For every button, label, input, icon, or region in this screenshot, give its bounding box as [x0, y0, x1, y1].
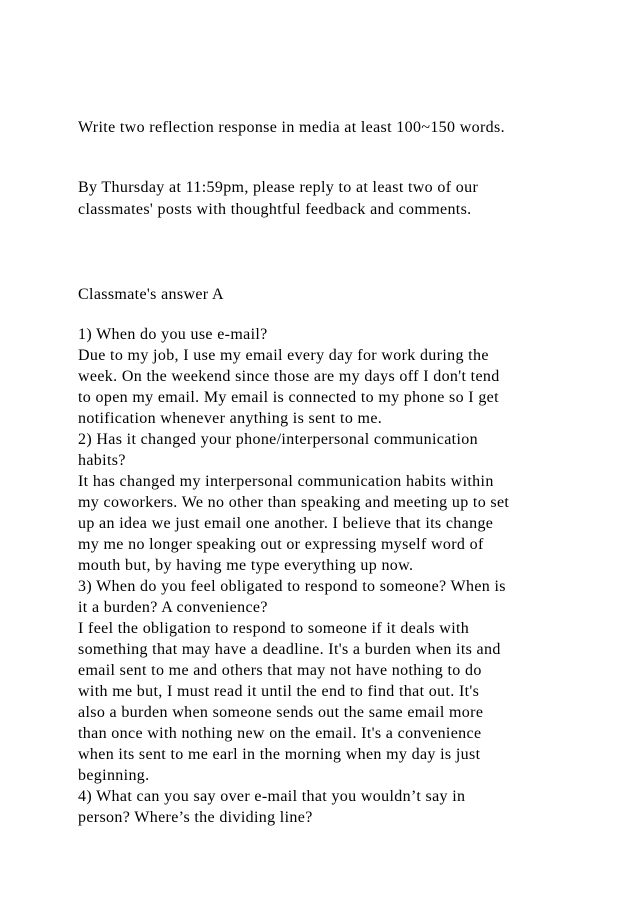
answer-line: beginning.: [78, 767, 150, 784]
section-title: Classmate's answer A: [78, 286, 224, 303]
question-line: it a burden? A convenience?: [78, 599, 268, 616]
answer-line: notification whenever anything is sent to me.: [78, 410, 383, 427]
answer-line: week. On the weekend since those are my days off I don't tend: [78, 368, 500, 385]
answer-line: I feel the obligation to respond to someone if it deals with: [78, 620, 470, 637]
answer-line: to open my email. My email is connected to my phone so I get: [78, 389, 499, 406]
instruction-line: classmates' posts with thoughtful feedback and comments.: [78, 201, 472, 218]
answer-line: my coworkers. We no other than speaking and meeting up to set: [78, 494, 510, 511]
question-line: 2) Has it changed your phone/interpersonal communication: [78, 431, 478, 448]
question-line: 4) What can you say over e-mail that you wouldn’t say in: [78, 788, 466, 805]
question-line: 1) When do you use e-mail?: [78, 326, 268, 343]
answer-line: mouth but, by having me type everything up now.: [78, 557, 414, 574]
instruction-line: By Thursday at 11:59pm, please reply to at least two of our: [78, 179, 479, 196]
answer-line: up an idea we just email one another. I believe that its change: [78, 515, 494, 532]
answer-line: with me but, I must read it until the end to find that out. It's: [78, 683, 480, 700]
answer-line: my me no longer speaking out or expressing myself word of: [78, 536, 484, 553]
answer-line: Due to my job, I use my email every day for work during the: [78, 347, 489, 364]
answer-line: something that may have a deadline. It's a burden when its and: [78, 641, 501, 658]
answer-line: when its sent to me earl in the morning when my day is just: [78, 746, 481, 763]
answer-line: also a burden when someone sends out the same email more: [78, 704, 484, 721]
answer-line: email sent to me and others that may not have nothing to do: [78, 662, 482, 679]
answer-line: It has changed my interpersonal communication habits within: [78, 473, 494, 490]
question-line: person? Where’s the dividing line?: [78, 809, 313, 826]
instruction-line: Write two reflection response in media at least 100~150 words.: [78, 119, 505, 136]
answer-line: than once with nothing new on the email. It's a convenience: [78, 725, 482, 742]
question-line: habits?: [78, 452, 126, 469]
question-line: 3) When do you feel obligated to respond to someone? When is: [78, 578, 506, 595]
